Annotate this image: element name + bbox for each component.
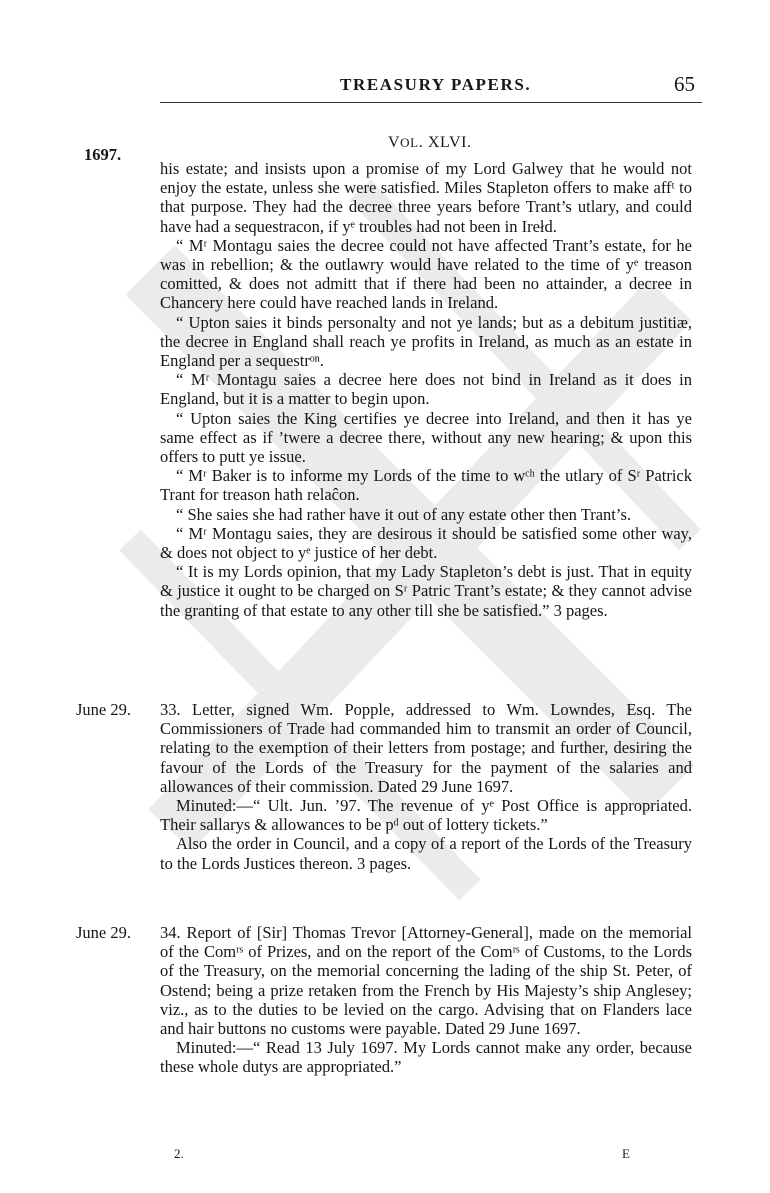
paragraph: “ It is my Lords opinion, that my Lady Stapleton’s debt is just. That in equity & justice it ought to be charged on Sʳ Patric Trant’s estate; & they cannot advise the granting of that estate to any other till she be satisfied.” 3 pages. <box>160 562 692 620</box>
paragraph: “ Upton saies the King certifies ye decree into Ireland, and then it has ye same effect as if ’twere a decree there, without any new hearing; & upon this offers to putt ye issue. <box>160 408 692 467</box>
paragraph: Minuted:—“ Read 13 July 1697. My Lords cannot make any order, because these whole dutys are appropriated.” <box>160 1038 692 1077</box>
entry-33 <box>160 700 692 873</box>
signature-mark: 2. <box>174 1146 184 1161</box>
margin-year: 1697. <box>84 145 122 164</box>
stapleton-entry <box>160 159 692 620</box>
paragraph: his estate; and insists upon a promise of my Lord Galwey that he would not enjoy the estate, unless she were satisfied. Miles Stapleton offers to make affᵗ to that purpose. They had the decree three years before Trant’s utlary, and could have had a sequestracon, if yᵉ troubles had not been in Irełd. <box>160 159 692 236</box>
paragraph: 34. Report of [Sir] Thomas Trevor [Attorney-General], made on the memorial of the Comʳˢ of Prizes, and on the report of the Comʳˢ of Customs, to the Lords of the Treasury, on the memorial concerning the lading of the ship St. Peter, of Ostend; being a prize retaken from the French by His Majesty’s ship Anglesey; viz., as to the duties to be levied on the cargo. Advising that on Flanders lace and hair buttons no customs were payable. Dated 29 June 1697. <box>160 923 692 1039</box>
running-head-title: TREASURY PAPERS. <box>340 75 532 94</box>
volume-small-caps: OL <box>400 135 419 150</box>
volume-prefix: V <box>388 134 401 151</box>
gathering-letter: E <box>622 1146 630 1161</box>
paragraph: “ Upton saies it binds personalty and not ye lands; but as a debitum justitiæ, the decree in England shall reach ye profits in Ireland, as much as an estate in England per a sequestrᵒⁿ. <box>160 312 692 371</box>
paragraph: “ Mʳ Baker is to informe my Lords of the time to wᶜʰ the utlary of Sʳ Patrick Trant for treason hath relaĉon. <box>160 466 692 505</box>
paragraph: “ Mʳ Montagu saies the decree could not have affected Trant’s estate, for he was in rebellion; & the outlawry would have related to the time of yᵉ treason comitted, & does not admitt that if there had been no attainder, a decree in Chancery here could have reached lands in Ireland. <box>160 235 692 313</box>
paragraph: 33. Letter, signed Wm. Popple, addressed to Wm. Lowndes, Esq. The Commissioners of Trade had commanded him to transmit an order of Council, relating to the exemption of their letters from postage; and further, desiring the favour of the Lords of the Treasury for the payment of the salaries and allowances of their commission. Dated 29 June 1697. <box>160 700 692 796</box>
volume-heading <box>388 134 472 152</box>
page-number: 65 <box>674 72 695 96</box>
paragraph: Minuted:—“ Ult. Jun. ’97. The revenue of yᵉ Post Office is appropriated. Their sallarys & allowances to be pᵈ out of lottery tickets.” <box>160 796 692 835</box>
entry-34 <box>160 923 692 1077</box>
paragraph: “ She saies she had rather have it out of any estate other then Trant’s. <box>176 504 632 524</box>
paragraph: “ Mʳ Montagu saies a decree here does not bind in Ireland as it does in England, but it is a matter to begin upon. <box>160 370 692 409</box>
paragraph: “ Mʳ Montagu saies, they are desirous it should be satisfied some other way, & does not object to yᵉ justice of her debt. <box>160 523 692 563</box>
paragraph: Also the order in Council, and a copy of a report of the Lords of the Treasury to the Lords Justices thereon. 3 pages. <box>160 834 692 873</box>
volume-number: . XLVI. <box>418 134 472 151</box>
margin-date-entry-33: June 29. <box>76 700 131 719</box>
margin-date-entry-34: June 29. <box>76 923 131 942</box>
header-rule <box>160 102 702 103</box>
